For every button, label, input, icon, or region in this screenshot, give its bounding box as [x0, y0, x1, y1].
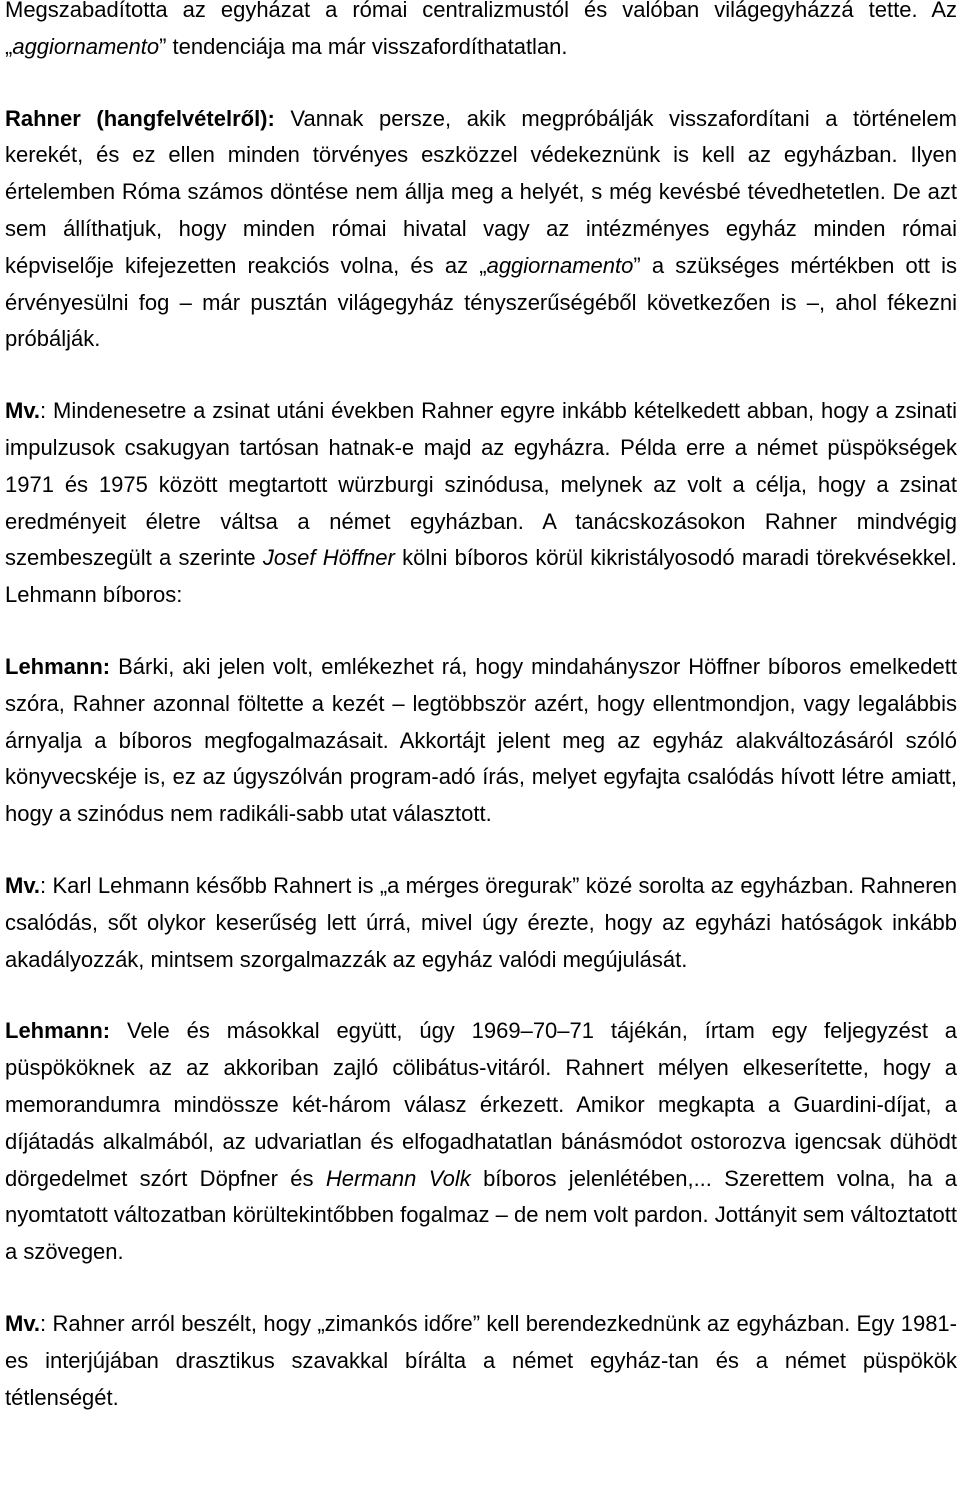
paragraph-3 [5, 393, 957, 614]
speaker-label: Lehmann: [5, 1018, 111, 1044]
italic-term: aggiornamento [12, 33, 160, 59]
speaker-label: Lehmann: [5, 653, 111, 679]
paragraph-4 [5, 649, 957, 833]
paragraph-5 [5, 868, 957, 978]
paragraph-7 [5, 1306, 957, 1416]
italic-name: Josef Höffner [262, 545, 395, 571]
italic-name: Hermann Volk [325, 1165, 471, 1191]
speaker-label: Rahner (hangfelvételről): [5, 105, 275, 131]
text-segment: bíboros jelenlétében,... Szerettem volna, ha a nyomtatott változatban körültekintőbben fogalmaz – de nem volt pardon. Jottányit sem változtatott a szövegen. [5, 1165, 957, 1265]
text-segment: kölni bíboros körül kikristályosodó maradi törekvésekkel. Lehmann bíboros: [5, 545, 958, 608]
speaker-label: Mv. [5, 398, 41, 424]
speaker-label: Mv. [5, 1310, 41, 1336]
text-segment: ” a szükséges mértékben ott is érvényesülni fog – már pusztán világegyház tényszerűségéből következően is –, ahol fékezni próbálják. [5, 252, 957, 352]
paragraph-6 [5, 1013, 957, 1271]
paragraph-1 [5, 0, 957, 66]
speaker-label: Mv. [5, 872, 41, 898]
text-segment: Bárki, aki jelen volt, emlékezhet rá, hogy mindahányszor Höffner bíboros emelkedett szóra, Rahner azonnal föltette a kezét – legtöbbször azért, hogy ellentmondjon, vagy legalábbis árnyalja a bíboros megfogalmazásait. Akkortájt jelent meg az egyház alakváltozásáról szóló könyvecskéje is, ez az úgyszólván program-adó írás, melyet egyfajta csalódás hívott létre amiatt, hogy a szinódus nem radikáli-sabb utat választott. [5, 653, 957, 827]
text-segment: Vele és másokkal együtt, úgy 1969–70–71 tájékán, írtam egy feljegyzést a püspököknek az az akkoriban zajló cölibátus-vitáról. Rahnert mélyen elkeserítette, hogy a memorandumra mindössze két-három válasz érkezett. Amikor megkapta a Guardini-díjat, a díjátadás alkalmából, az udvariatlan és elfogadhatatlan bánásmódot ostorozva igencsak dühödt dörgedelmet szórt Döpfner és [5, 1018, 957, 1191]
text-segment: Vannak persze, akik megpróbálják visszafordítani a történelem kerekét, és ez ellen minden törvényes eszközzel védekeznünk is kell az egyházban. Ilyen értelemben Róma számos döntése nem állja meg a helyét, s még kevésbé tévedhetetlen. De azt sem állíthatjuk, hogy minden római hivatal vagy az intézményes egyház minden római képviselője kifejezetten reakciós volna, és az „ [5, 105, 958, 278]
text-segment: : Karl Lehmann később Rahnert is „a mérges öregurak” közé sorolta az egyházban. Rahneren csalódás, sőt olykor keserűség lett úrrá, mivel úgy érezte, hogy az egyházi hatóságok inkább akadályozzák, mintsem szorgalmazzák az egyház valódi megújulását. [5, 872, 957, 972]
paragraph-2 [5, 101, 957, 359]
text-segment: ” tendenciája ma már visszafordíthatatlan. [159, 33, 568, 59]
text-segment: : Rahner arról beszélt, hogy „zimankós időre” kell berendezkednünk az egyházban. Egy 1981-es interjújában drasztikus szavakkal bírálta a német egyház-tan és a német püspökök tétlenségét. [5, 1310, 957, 1410]
text-segment: Megszabadította az egyházat a római centralizmustól és valóban világegyházzá tette. Az „ [5, 0, 957, 59]
italic-term: aggiornamento [486, 252, 634, 278]
text-segment: : Mindenesetre a zsinat utáni években Rahner egyre inkább kételkedett abban, hogy a zsinati impulzusok csakugyan tartósan hatnak-e majd az egyházra. Példa erre a német püspökségek 1971 és 1975 között megtartott würzburgi szinódusa, melynek az volt a célja, hogy a zsinat eredményeit életre váltsa a német egyházban. A tanácskozásokon Rahner mindvégig szembeszegült a szerinte [5, 398, 957, 571]
